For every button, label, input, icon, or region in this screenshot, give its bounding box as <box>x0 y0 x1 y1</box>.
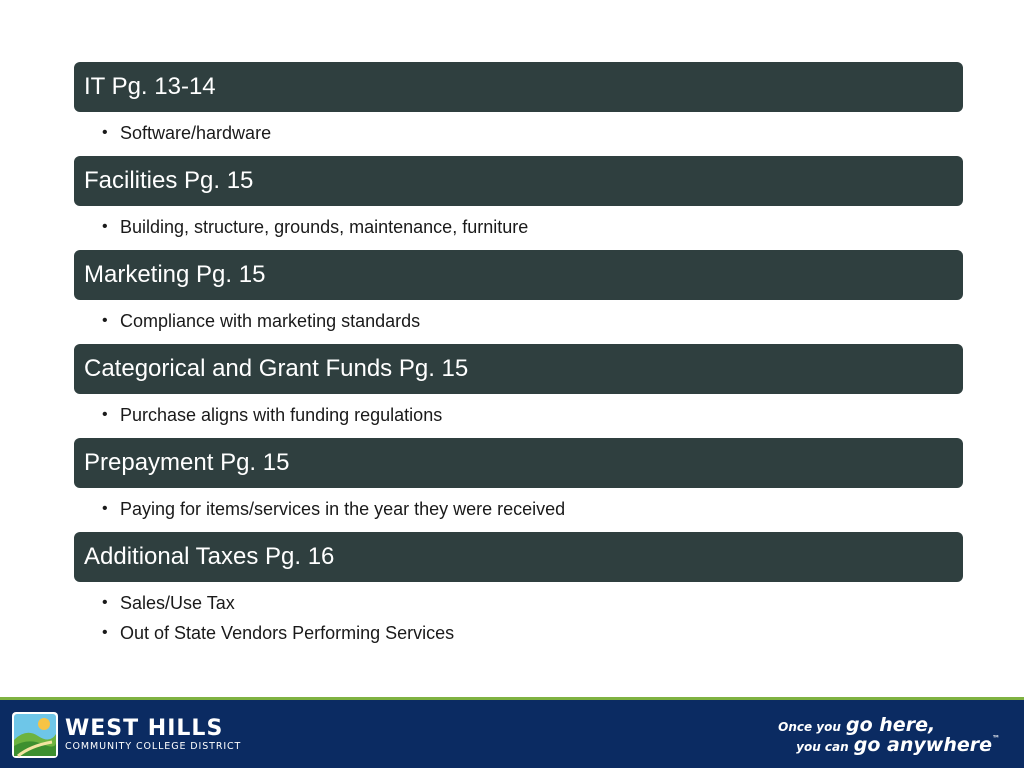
bullet-item: • Paying for items/services in the year they were received <box>102 494 963 524</box>
bullet-list <box>74 112 963 156</box>
section-additional-taxes <box>74 532 963 656</box>
bullet-item: • Compliance with marketing standards <box>102 306 963 336</box>
section-header: Additional Taxes Pg. 16 <box>74 532 963 582</box>
section-header: Categorical and Grant Funds Pg. 15 <box>74 344 963 394</box>
section-facilities <box>74 156 963 250</box>
tagline-go-here: go here, <box>846 714 936 736</box>
tagline-trademark: ™ <box>992 734 1000 743</box>
bullet-item: • Software/hardware <box>102 118 963 148</box>
footer-bar <box>0 697 1024 768</box>
bullet-list <box>74 394 963 438</box>
logo-wordmark <box>65 715 242 753</box>
bullet-item: • Out of State Vendors Performing Services <box>102 618 963 648</box>
section-it <box>74 62 963 156</box>
section-header: IT Pg. 13-14 <box>74 62 963 112</box>
section-categorical-grant <box>74 344 963 438</box>
bullet-item: • Sales/Use Tax <box>102 588 963 618</box>
tagline-line-1 <box>778 714 1000 736</box>
section-header: Prepayment Pg. 15 <box>74 438 963 488</box>
landscape-logo-icon <box>12 712 58 758</box>
section-header: Marketing Pg. 15 <box>74 250 963 300</box>
tagline-once-you: Once you <box>778 720 841 734</box>
west-hills-logo <box>12 712 241 758</box>
content-area <box>74 62 963 656</box>
logo-sub-text: COMMUNITY COLLEGE DISTRICT <box>65 740 242 752</box>
tagline-go-anywhere: go anywhere <box>853 734 992 756</box>
section-marketing <box>74 250 963 344</box>
bullet-item: • Building, structure, grounds, maintenance, furniture <box>102 212 963 242</box>
section-header: Facilities Pg. 15 <box>74 156 963 206</box>
logo-main-text: WEST HILLS <box>65 715 224 741</box>
tagline <box>778 714 1000 756</box>
tagline-you-can: you can <box>796 740 849 754</box>
bullet-list <box>74 300 963 344</box>
bullet-list <box>74 488 963 532</box>
bullet-item: • Purchase aligns with funding regulations <box>102 400 963 430</box>
bullet-list <box>74 582 963 656</box>
section-prepayment <box>74 438 963 532</box>
tagline-line-2 <box>796 734 1000 756</box>
bullet-list <box>74 206 963 250</box>
